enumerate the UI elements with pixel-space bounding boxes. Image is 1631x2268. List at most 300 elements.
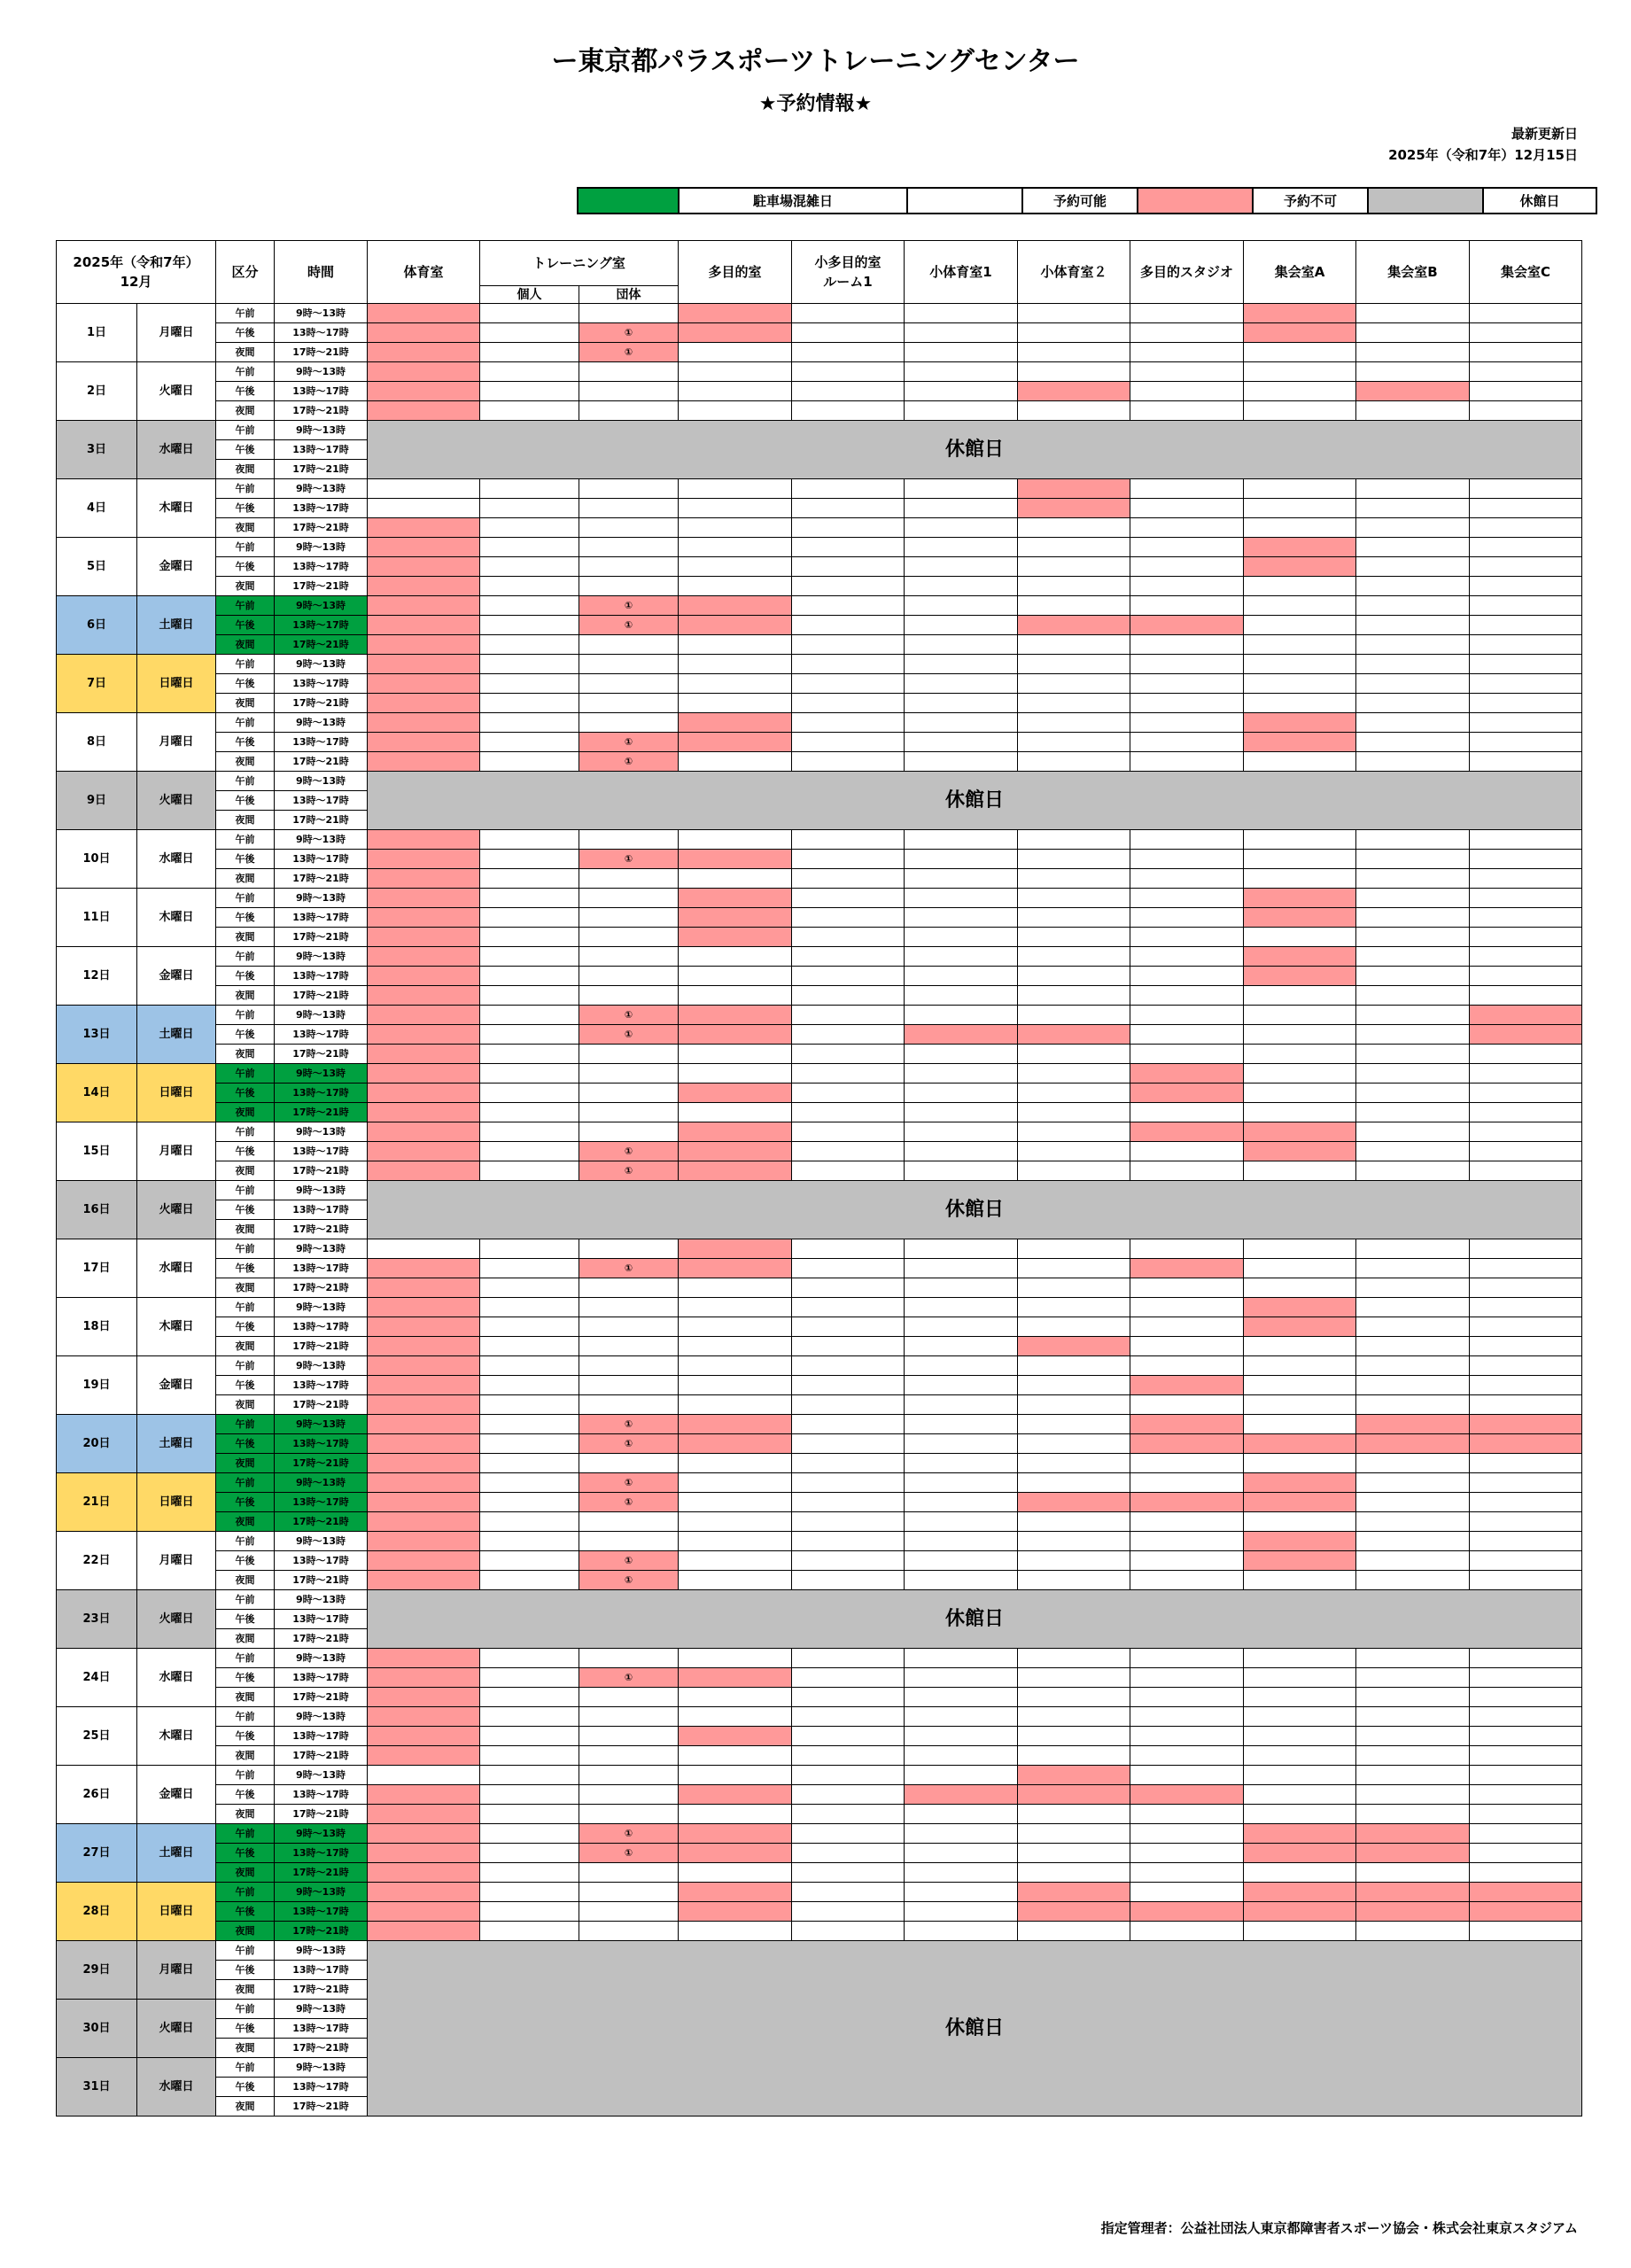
slot-cell[interactable] — [480, 1239, 579, 1259]
slot-cell[interactable] — [679, 947, 792, 967]
slot-cell[interactable] — [480, 1902, 579, 1922]
slot-cell[interactable] — [368, 830, 480, 850]
slot-cell[interactable] — [1018, 1551, 1130, 1571]
slot-cell[interactable] — [1018, 850, 1130, 869]
slot-cell[interactable] — [1130, 1766, 1244, 1785]
slot-cell[interactable] — [792, 304, 905, 323]
slot-cell[interactable] — [792, 1493, 905, 1512]
slot-cell[interactable] — [1244, 479, 1356, 499]
slot-cell[interactable] — [480, 1727, 579, 1746]
slot-cell[interactable] — [480, 1668, 579, 1688]
slot-cell[interactable] — [1018, 947, 1130, 967]
slot-cell[interactable] — [1244, 1337, 1356, 1356]
slot-cell[interactable] — [792, 1103, 905, 1122]
slot-cell[interactable] — [1470, 1103, 1582, 1122]
slot-cell[interactable] — [1470, 986, 1582, 1006]
slot-cell[interactable] — [1244, 1084, 1356, 1103]
slot-cell[interactable] — [1470, 1493, 1582, 1512]
slot-cell[interactable]: ① — [579, 1551, 679, 1571]
slot-cell[interactable] — [792, 1006, 905, 1025]
slot-cell[interactable] — [368, 1785, 480, 1805]
slot-cell[interactable] — [1356, 1006, 1470, 1025]
slot-cell[interactable] — [480, 967, 579, 986]
slot-cell[interactable] — [679, 1317, 792, 1337]
slot-cell[interactable] — [368, 557, 480, 577]
slot-cell[interactable] — [1356, 343, 1470, 362]
slot-cell[interactable] — [579, 479, 679, 499]
slot-cell[interactable] — [368, 1805, 480, 1824]
slot-cell[interactable] — [905, 1376, 1018, 1395]
slot-cell[interactable] — [905, 304, 1018, 323]
slot-cell[interactable] — [1130, 1454, 1244, 1473]
slot-cell[interactable] — [1356, 1025, 1470, 1045]
slot-cell[interactable] — [1018, 1161, 1130, 1181]
slot-cell[interactable] — [1356, 1571, 1470, 1590]
slot-cell[interactable] — [792, 1317, 905, 1337]
slot-cell[interactable] — [1018, 1785, 1130, 1805]
slot-cell[interactable] — [579, 1317, 679, 1337]
slot-cell[interactable] — [905, 1649, 1018, 1668]
slot-cell[interactable] — [792, 323, 905, 343]
slot-cell[interactable] — [368, 733, 480, 752]
slot-cell[interactable] — [1244, 694, 1356, 713]
slot-cell[interactable] — [480, 655, 579, 674]
slot-cell[interactable] — [1130, 323, 1244, 343]
slot-cell[interactable] — [905, 1317, 1018, 1337]
slot-cell[interactable] — [1130, 401, 1244, 421]
slot-cell[interactable] — [368, 1766, 480, 1785]
slot-cell[interactable] — [679, 889, 792, 908]
slot-cell[interactable] — [1356, 947, 1470, 967]
slot-cell[interactable] — [1244, 1805, 1356, 1824]
slot-cell[interactable] — [480, 1863, 579, 1883]
slot-cell[interactable] — [1130, 1025, 1244, 1045]
slot-cell[interactable] — [579, 869, 679, 889]
slot-cell[interactable]: ① — [579, 1142, 679, 1161]
slot-cell[interactable] — [1356, 382, 1470, 401]
slot-cell[interactable] — [1130, 616, 1244, 635]
slot-cell[interactable] — [579, 1512, 679, 1532]
slot-cell[interactable] — [579, 518, 679, 538]
slot-cell[interactable] — [905, 382, 1018, 401]
slot-cell[interactable] — [1018, 635, 1130, 655]
slot-cell[interactable] — [1470, 1356, 1582, 1376]
slot-cell[interactable] — [1018, 1727, 1130, 1746]
slot-cell[interactable] — [905, 557, 1018, 577]
slot-cell[interactable] — [579, 1883, 679, 1902]
slot-cell[interactable] — [1470, 1688, 1582, 1707]
slot-cell[interactable] — [792, 1824, 905, 1844]
slot-cell[interactable] — [579, 928, 679, 947]
slot-cell[interactable] — [480, 1746, 579, 1766]
slot-cell[interactable] — [1244, 518, 1356, 538]
slot-cell[interactable] — [480, 1161, 579, 1181]
slot-cell[interactable] — [368, 1532, 480, 1551]
slot-cell[interactable] — [1356, 1084, 1470, 1103]
slot-cell[interactable] — [679, 1512, 792, 1532]
slot-cell[interactable] — [1244, 401, 1356, 421]
slot-cell[interactable] — [579, 401, 679, 421]
slot-cell[interactable] — [1244, 1883, 1356, 1902]
slot-cell[interactable] — [579, 538, 679, 557]
slot-cell[interactable] — [579, 1356, 679, 1376]
slot-cell[interactable] — [1356, 1161, 1470, 1181]
slot-cell[interactable] — [1356, 323, 1470, 343]
slot-cell[interactable] — [792, 850, 905, 869]
slot-cell[interactable] — [1356, 1356, 1470, 1376]
slot-cell[interactable] — [679, 694, 792, 713]
slot-cell[interactable] — [1244, 947, 1356, 967]
slot-cell[interactable] — [679, 1239, 792, 1259]
slot-cell[interactable] — [1356, 635, 1470, 655]
slot-cell[interactable] — [1470, 401, 1582, 421]
slot-cell[interactable] — [1130, 1512, 1244, 1532]
slot-cell[interactable] — [1470, 908, 1582, 928]
slot-cell[interactable] — [905, 1824, 1018, 1844]
slot-cell[interactable] — [1244, 1785, 1356, 1805]
slot-cell[interactable] — [480, 1434, 579, 1454]
slot-cell[interactable] — [1356, 986, 1470, 1006]
slot-cell[interactable] — [905, 850, 1018, 869]
slot-cell[interactable] — [1470, 1337, 1582, 1356]
slot-cell[interactable] — [679, 733, 792, 752]
slot-cell[interactable] — [679, 986, 792, 1006]
slot-cell[interactable] — [368, 1473, 480, 1493]
slot-cell[interactable] — [368, 1863, 480, 1883]
slot-cell[interactable] — [792, 401, 905, 421]
slot-cell[interactable] — [679, 655, 792, 674]
slot-cell[interactable] — [368, 304, 480, 323]
slot-cell[interactable] — [1244, 655, 1356, 674]
slot-cell[interactable] — [679, 479, 792, 499]
slot-cell[interactable] — [1018, 1707, 1130, 1727]
slot-cell[interactable] — [679, 1668, 792, 1688]
slot-cell[interactable] — [1130, 1824, 1244, 1844]
slot-cell[interactable] — [905, 1025, 1018, 1045]
slot-cell[interactable] — [1130, 304, 1244, 323]
slot-cell[interactable] — [1244, 1512, 1356, 1532]
slot-cell[interactable] — [792, 1376, 905, 1395]
slot-cell[interactable] — [1018, 1805, 1130, 1824]
slot-cell[interactable] — [368, 1512, 480, 1532]
slot-cell[interactable] — [792, 1746, 905, 1766]
slot-cell[interactable] — [905, 1122, 1018, 1142]
slot-cell[interactable] — [792, 1668, 905, 1688]
slot-cell[interactable] — [679, 752, 792, 772]
slot-cell[interactable] — [679, 1415, 792, 1434]
slot-cell[interactable] — [1130, 1473, 1244, 1493]
slot-cell[interactable] — [679, 518, 792, 538]
slot-cell[interactable] — [1470, 1045, 1582, 1064]
slot-cell[interactable] — [1244, 1649, 1356, 1668]
slot-cell[interactable] — [679, 1551, 792, 1571]
slot-cell[interactable] — [905, 1883, 1018, 1902]
slot-cell[interactable]: ① — [579, 752, 679, 772]
slot-cell[interactable] — [480, 304, 579, 323]
slot-cell[interactable] — [679, 1707, 792, 1727]
slot-cell[interactable] — [792, 1454, 905, 1473]
slot-cell[interactable] — [1018, 1512, 1130, 1532]
slot-cell[interactable] — [1018, 1084, 1130, 1103]
slot-cell[interactable] — [1470, 1766, 1582, 1785]
slot-cell[interactable] — [1470, 713, 1582, 733]
slot-cell[interactable] — [1244, 1025, 1356, 1045]
slot-cell[interactable] — [1018, 1688, 1130, 1707]
slot-cell[interactable] — [792, 947, 905, 967]
slot-cell[interactable] — [679, 538, 792, 557]
slot-cell[interactable] — [1356, 1395, 1470, 1415]
slot-cell[interactable] — [480, 908, 579, 928]
slot-cell[interactable] — [1356, 850, 1470, 869]
slot-cell[interactable] — [1018, 869, 1130, 889]
slot-cell[interactable] — [1244, 1688, 1356, 1707]
slot-cell[interactable] — [1018, 928, 1130, 947]
slot-cell[interactable] — [1356, 1746, 1470, 1766]
slot-cell[interactable] — [480, 1317, 579, 1337]
slot-cell[interactable] — [679, 382, 792, 401]
slot-cell[interactable] — [368, 1376, 480, 1395]
slot-cell[interactable] — [480, 577, 579, 596]
slot-cell[interactable] — [1018, 1863, 1130, 1883]
slot-cell[interactable] — [1018, 1473, 1130, 1493]
slot-cell[interactable] — [1470, 928, 1582, 947]
slot-cell[interactable] — [1018, 518, 1130, 538]
slot-cell[interactable] — [792, 1084, 905, 1103]
slot-cell[interactable] — [679, 1025, 792, 1045]
slot-cell[interactable] — [1470, 1473, 1582, 1493]
slot-cell[interactable] — [1018, 830, 1130, 850]
slot-cell[interactable] — [368, 1103, 480, 1122]
slot-cell[interactable] — [1018, 1883, 1130, 1902]
slot-cell[interactable] — [1244, 1746, 1356, 1766]
slot-cell[interactable] — [1130, 518, 1244, 538]
slot-cell[interactable] — [679, 596, 792, 616]
slot-cell[interactable] — [1130, 1668, 1244, 1688]
slot-cell[interactable] — [1244, 1707, 1356, 1727]
slot-cell[interactable] — [579, 362, 679, 382]
slot-cell[interactable] — [905, 635, 1018, 655]
slot-cell[interactable] — [1356, 596, 1470, 616]
slot-cell[interactable] — [792, 1395, 905, 1415]
slot-cell[interactable] — [1470, 538, 1582, 557]
slot-cell[interactable] — [1018, 889, 1130, 908]
slot-cell[interactable] — [905, 1922, 1018, 1941]
slot-cell[interactable] — [579, 635, 679, 655]
slot-cell[interactable] — [1244, 1298, 1356, 1317]
slot-cell[interactable] — [1130, 1902, 1244, 1922]
slot-cell[interactable] — [1356, 1298, 1470, 1317]
slot-cell[interactable] — [679, 616, 792, 635]
slot-cell[interactable] — [480, 928, 579, 947]
slot-cell[interactable] — [679, 674, 792, 694]
slot-cell[interactable] — [368, 1259, 480, 1278]
slot-cell[interactable] — [792, 967, 905, 986]
slot-cell[interactable] — [1470, 1649, 1582, 1668]
slot-cell[interactable] — [368, 1395, 480, 1415]
slot-cell[interactable] — [480, 1006, 579, 1025]
slot-cell[interactable] — [1356, 1766, 1470, 1785]
slot-cell[interactable] — [1244, 1824, 1356, 1844]
slot-cell[interactable] — [1244, 343, 1356, 362]
slot-cell[interactable] — [679, 362, 792, 382]
slot-cell[interactable] — [1356, 1045, 1470, 1064]
slot-cell[interactable] — [905, 1434, 1018, 1454]
slot-cell[interactable] — [1244, 1142, 1356, 1161]
slot-cell[interactable] — [579, 1239, 679, 1259]
slot-cell[interactable] — [1470, 1863, 1582, 1883]
slot-cell[interactable] — [579, 1766, 679, 1785]
slot-cell[interactable] — [1356, 1922, 1470, 1941]
slot-cell[interactable] — [1018, 362, 1130, 382]
slot-cell[interactable] — [1470, 1512, 1582, 1532]
slot-cell[interactable] — [480, 479, 579, 499]
slot-cell[interactable] — [1130, 1337, 1244, 1356]
slot-cell[interactable] — [368, 947, 480, 967]
slot-cell[interactable] — [1356, 1707, 1470, 1727]
slot-cell[interactable] — [679, 1532, 792, 1551]
slot-cell[interactable] — [679, 343, 792, 362]
slot-cell[interactable] — [480, 1473, 579, 1493]
slot-cell[interactable] — [1018, 1317, 1130, 1337]
slot-cell[interactable] — [1130, 1844, 1244, 1863]
slot-cell[interactable] — [679, 928, 792, 947]
slot-cell[interactable] — [1018, 1649, 1130, 1668]
slot-cell[interactable]: ① — [579, 1668, 679, 1688]
slot-cell[interactable] — [1356, 1064, 1470, 1084]
slot-cell[interactable] — [1470, 733, 1582, 752]
slot-cell[interactable] — [1244, 928, 1356, 947]
slot-cell[interactable] — [368, 1025, 480, 1045]
slot-cell[interactable] — [1470, 1259, 1582, 1278]
slot-cell[interactable] — [1470, 655, 1582, 674]
slot-cell[interactable] — [480, 1551, 579, 1571]
slot-cell[interactable] — [1356, 1551, 1470, 1571]
slot-cell[interactable] — [1130, 1688, 1244, 1707]
slot-cell[interactable] — [1244, 1454, 1356, 1473]
slot-cell[interactable] — [368, 1824, 480, 1844]
slot-cell[interactable] — [579, 1337, 679, 1356]
slot-cell[interactable] — [480, 1844, 579, 1863]
slot-cell[interactable] — [1244, 499, 1356, 518]
slot-cell[interactable] — [480, 1278, 579, 1298]
slot-cell[interactable] — [1018, 1824, 1130, 1844]
slot-cell[interactable] — [1356, 1415, 1470, 1434]
slot-cell[interactable] — [1130, 1239, 1244, 1259]
slot-cell[interactable] — [905, 1902, 1018, 1922]
slot-cell[interactable] — [1244, 713, 1356, 733]
slot-cell[interactable] — [480, 869, 579, 889]
slot-cell[interactable] — [480, 596, 579, 616]
slot-cell[interactable] — [1244, 889, 1356, 908]
slot-cell[interactable] — [1130, 1493, 1244, 1512]
slot-cell[interactable] — [1470, 304, 1582, 323]
slot-cell[interactable] — [1356, 1454, 1470, 1473]
slot-cell[interactable] — [1018, 655, 1130, 674]
slot-cell[interactable] — [579, 986, 679, 1006]
slot-cell[interactable] — [579, 1532, 679, 1551]
slot-cell[interactable] — [480, 1415, 579, 1434]
slot-cell[interactable] — [1470, 635, 1582, 655]
slot-cell[interactable] — [1130, 1142, 1244, 1161]
slot-cell[interactable] — [1356, 967, 1470, 986]
slot-cell[interactable] — [1018, 986, 1130, 1006]
slot-cell[interactable] — [1018, 1571, 1130, 1590]
slot-cell[interactable] — [1130, 1376, 1244, 1395]
slot-cell[interactable] — [1356, 1376, 1470, 1395]
slot-cell[interactable] — [905, 479, 1018, 499]
slot-cell[interactable] — [368, 713, 480, 733]
slot-cell[interactable] — [1470, 518, 1582, 538]
slot-cell[interactable] — [792, 1025, 905, 1045]
slot-cell[interactable] — [368, 1084, 480, 1103]
slot-cell[interactable] — [1018, 616, 1130, 635]
slot-cell[interactable] — [905, 1473, 1018, 1493]
slot-cell[interactable] — [1130, 733, 1244, 752]
slot-cell[interactable] — [1470, 889, 1582, 908]
slot-cell[interactable] — [792, 635, 905, 655]
slot-cell[interactable] — [1470, 869, 1582, 889]
slot-cell[interactable] — [792, 1337, 905, 1356]
slot-cell[interactable] — [1470, 382, 1582, 401]
slot-cell[interactable] — [1018, 1454, 1130, 1473]
slot-cell[interactable] — [679, 1064, 792, 1084]
slot-cell[interactable] — [1356, 1278, 1470, 1298]
slot-cell[interactable] — [905, 1045, 1018, 1064]
slot-cell[interactable] — [905, 1785, 1018, 1805]
slot-cell[interactable] — [1470, 850, 1582, 869]
slot-cell[interactable] — [1356, 1668, 1470, 1688]
slot-cell[interactable] — [1244, 752, 1356, 772]
slot-cell[interactable] — [368, 1493, 480, 1512]
slot-cell[interactable] — [905, 869, 1018, 889]
slot-cell[interactable] — [1018, 1103, 1130, 1122]
slot-cell[interactable] — [579, 674, 679, 694]
slot-cell[interactable] — [368, 967, 480, 986]
slot-cell[interactable] — [1018, 596, 1130, 616]
slot-cell[interactable] — [679, 713, 792, 733]
slot-cell[interactable] — [1244, 908, 1356, 928]
slot-cell[interactable] — [905, 1064, 1018, 1084]
slot-cell[interactable] — [792, 733, 905, 752]
slot-cell[interactable]: ① — [579, 1259, 679, 1278]
slot-cell[interactable] — [1130, 635, 1244, 655]
slot-cell[interactable] — [792, 1649, 905, 1668]
slot-cell[interactable] — [1356, 499, 1470, 518]
slot-cell[interactable] — [480, 830, 579, 850]
slot-cell[interactable] — [1470, 1317, 1582, 1337]
slot-cell[interactable] — [905, 1259, 1018, 1278]
slot-cell[interactable] — [905, 1512, 1018, 1532]
slot-cell[interactable] — [1244, 1239, 1356, 1259]
slot-cell[interactable] — [905, 1688, 1018, 1707]
slot-cell[interactable] — [368, 1006, 480, 1025]
slot-cell[interactable] — [792, 1239, 905, 1259]
slot-cell[interactable] — [792, 1415, 905, 1434]
slot-cell[interactable] — [1470, 499, 1582, 518]
slot-cell[interactable] — [480, 1025, 579, 1045]
slot-cell[interactable] — [679, 557, 792, 577]
slot-cell[interactable] — [1018, 1376, 1130, 1395]
slot-cell[interactable] — [679, 1103, 792, 1122]
slot-cell[interactable] — [579, 1454, 679, 1473]
slot-cell[interactable] — [1470, 1922, 1582, 1941]
slot-cell[interactable] — [480, 1337, 579, 1356]
slot-cell[interactable] — [905, 694, 1018, 713]
slot-cell[interactable] — [368, 1142, 480, 1161]
slot-cell[interactable] — [368, 869, 480, 889]
slot-cell[interactable] — [679, 967, 792, 986]
slot-cell[interactable] — [1244, 967, 1356, 986]
